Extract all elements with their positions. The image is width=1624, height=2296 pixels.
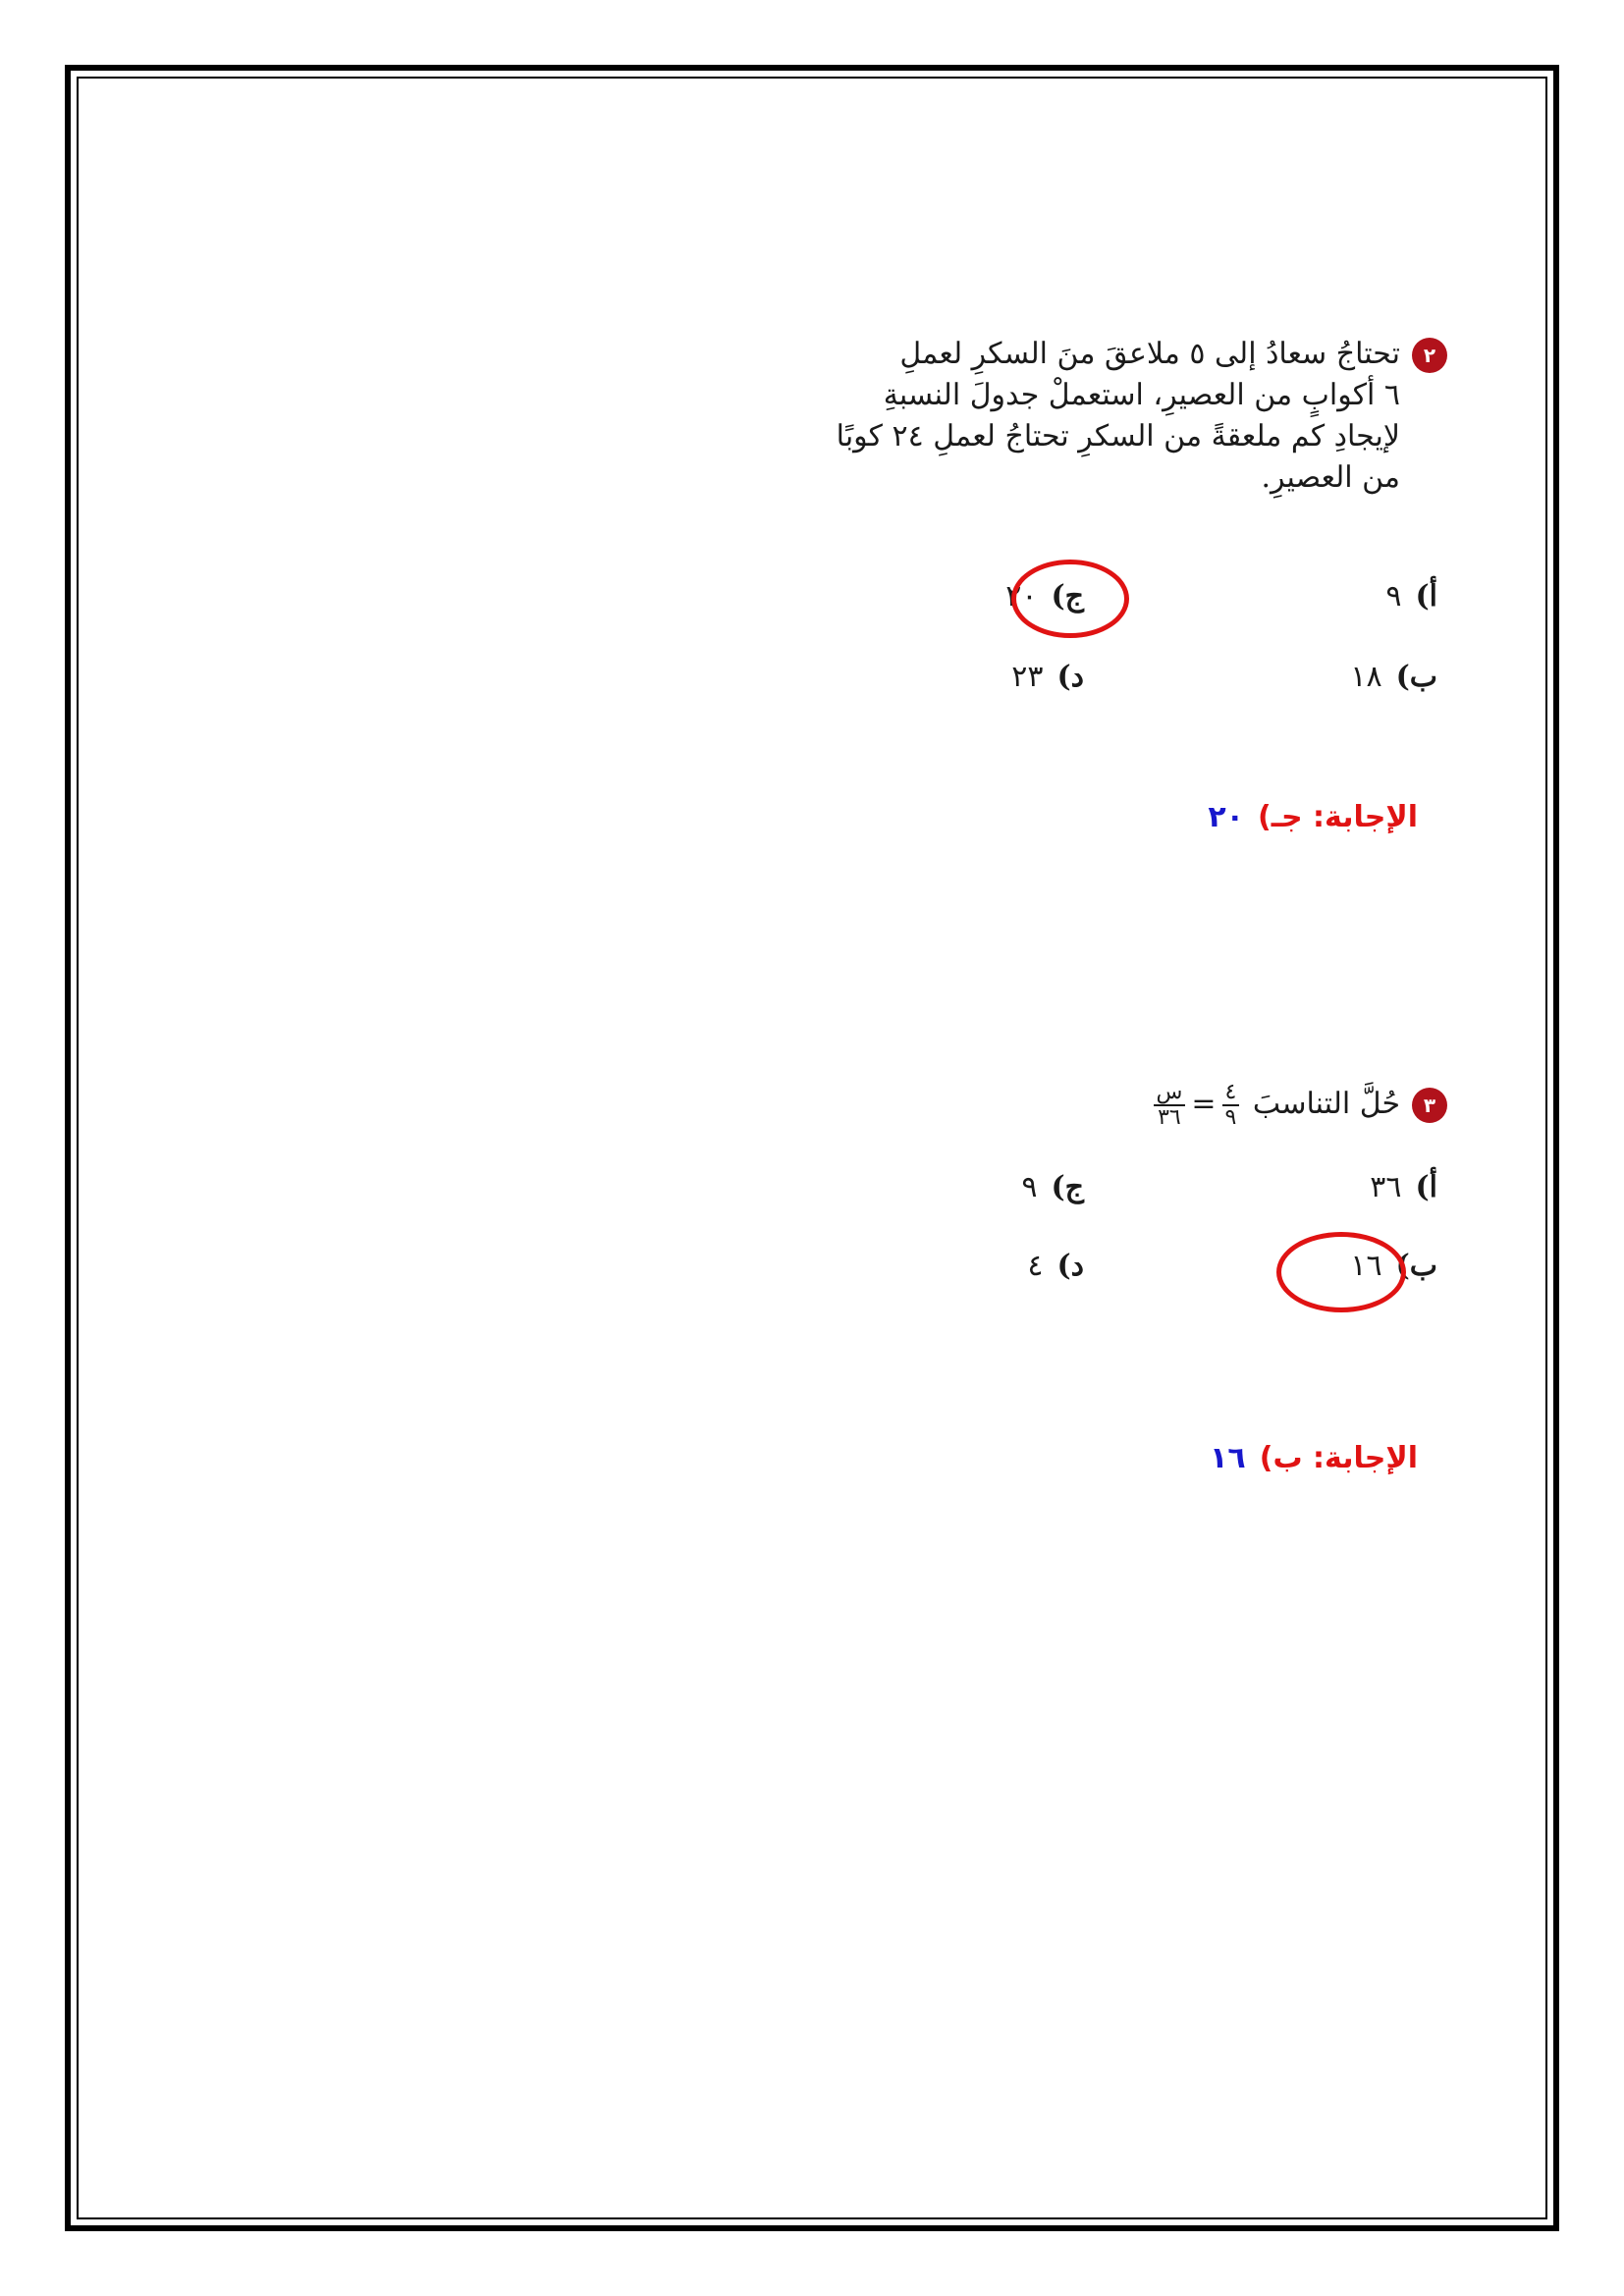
option-b[interactable]: ب)١٦ bbox=[1350, 1249, 1437, 1283]
selected-answer-circle bbox=[1276, 1232, 1406, 1312]
question-2-line-3: لإيجادِ كم ملعقةً من السكرِ تحتاجُ لعملِ ٢٤ كوبًا bbox=[836, 419, 1400, 454]
option-c[interactable]: ج)٢٠ bbox=[1005, 579, 1084, 614]
answer-line bbox=[1210, 1441, 1418, 1475]
question-2 bbox=[760, 334, 1447, 499]
equals-sign: = bbox=[1191, 1087, 1217, 1121]
answer-prefix: الإجابة: جـ) bbox=[1258, 800, 1418, 834]
option-a[interactable]: أ)٩ bbox=[1385, 579, 1437, 614]
question-2-line-1: ٢تحتاجُ سعادُ إلى ٥ ملاعقَ منَ السكرِ لعملِ bbox=[760, 334, 1447, 375]
option-d[interactable]: د)٤ bbox=[1027, 1249, 1084, 1283]
option-b[interactable]: ب)١٨ bbox=[1350, 660, 1437, 694]
option-d[interactable]: د)٢٣ bbox=[1011, 660, 1084, 694]
selected-answer-circle bbox=[1011, 560, 1129, 638]
question-number-badge: ٢ bbox=[1412, 338, 1447, 373]
question-3-stem: حُلَّ التناسبَ bbox=[1252, 1087, 1400, 1121]
answer-prefix: الإجابة: ب) bbox=[1259, 1441, 1418, 1475]
question-3 bbox=[760, 1075, 1447, 1134]
fraction-left: $\frac{٤}{٩}$ bbox=[1222, 1081, 1240, 1130]
question-2-line-4: من العصيرِ. bbox=[1261, 460, 1400, 495]
fraction-right: $\frac{\text{س}}{٣٦}$ bbox=[1154, 1081, 1186, 1130]
question-2-line-2: ٦ أكوابٍ من العصيرِ، استعملْ جدولَ النسبةِ bbox=[883, 378, 1400, 412]
answer-value: ١٦ bbox=[1210, 1441, 1246, 1475]
question-number-badge: ٣ bbox=[1412, 1088, 1447, 1123]
answer-value: ٢٠ bbox=[1208, 800, 1244, 834]
option-a[interactable]: أ)٣٦ bbox=[1370, 1170, 1437, 1204]
option-c[interactable]: ج)٩ bbox=[1021, 1170, 1084, 1204]
answer-line bbox=[1208, 800, 1418, 834]
